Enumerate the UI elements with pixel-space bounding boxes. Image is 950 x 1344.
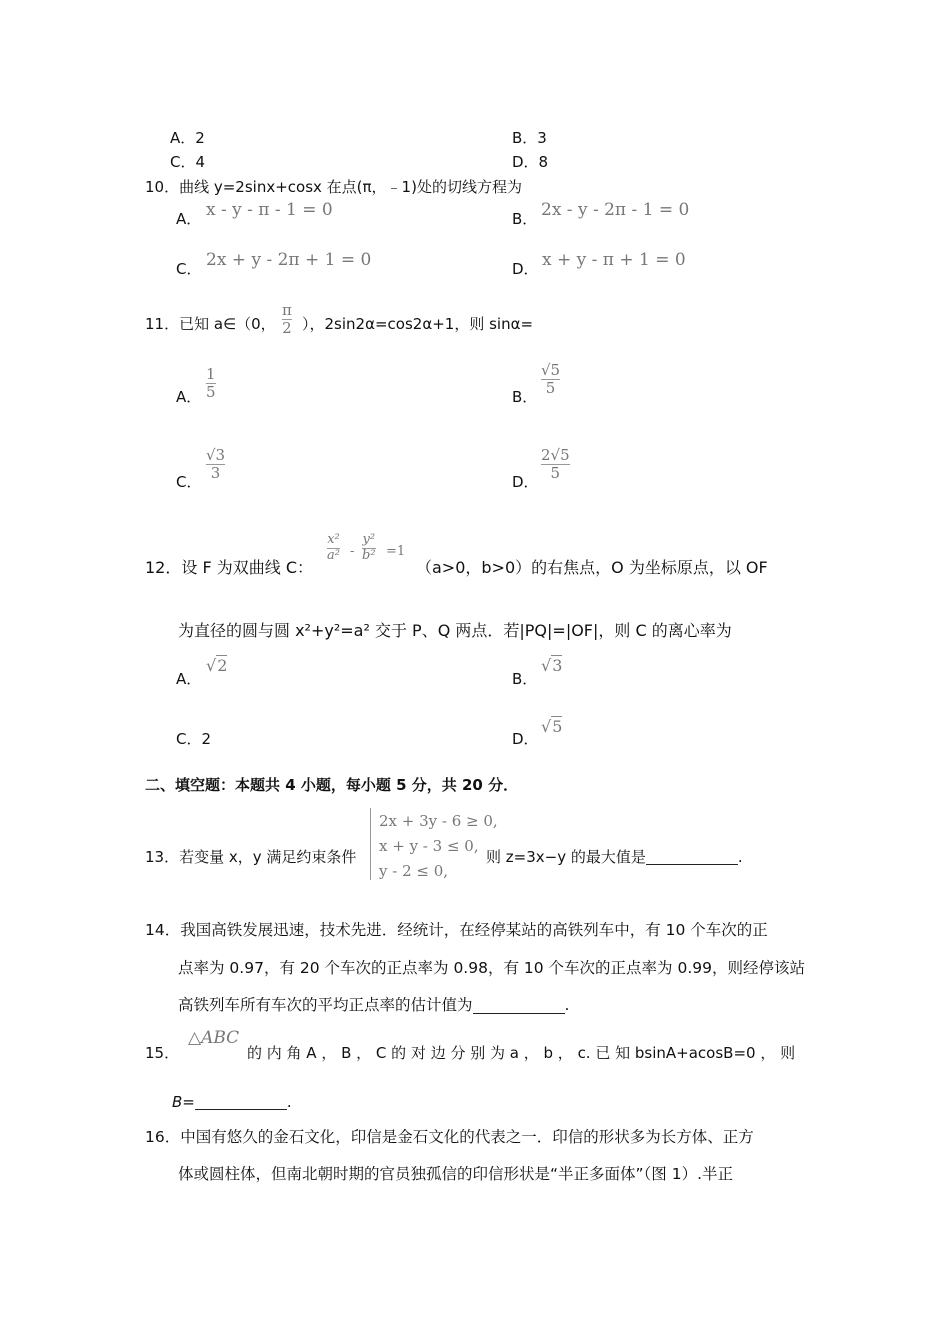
q10-a-label: A． bbox=[176, 210, 202, 228]
q10-option-c: 2x + y - 2π + 1 = 0 bbox=[206, 250, 372, 270]
q12-a-label: A． bbox=[176, 670, 202, 688]
q15-line2-text: B= bbox=[172, 1093, 195, 1111]
q14-line3 bbox=[178, 998, 569, 1014]
q13-tail bbox=[486, 850, 743, 865]
answer-blank[interactable] bbox=[195, 1095, 287, 1110]
fraction-numerator: π bbox=[282, 301, 292, 319]
q10-stem: 10．曲线 y=2sinx+cosx 在点(π，﹣1)处的切线方程为 bbox=[145, 178, 522, 196]
q12-stem-post: （a>0，b>0）的右焦点，O 为坐标原点，以 OF bbox=[416, 558, 768, 577]
fraction-denominator: 5 bbox=[545, 379, 556, 398]
q12-eq-minus: - bbox=[350, 544, 355, 559]
q10-d-label: D． bbox=[512, 260, 539, 278]
q13-stem: 13．若变量 x，y 满足约束条件 bbox=[145, 848, 357, 866]
q15-triangle: △ABC bbox=[188, 1028, 240, 1048]
q16-line1: 16．中国有悠久的金石文化，印信是金石文化的代表之一．印信的形状多为长方体、正方 bbox=[145, 1128, 754, 1146]
q9-option-c: C．4 bbox=[170, 153, 206, 171]
fraction-denominator: 2 bbox=[282, 319, 292, 338]
fraction-numerator: √5 bbox=[541, 361, 561, 379]
q11-option-c bbox=[206, 447, 225, 483]
q12-d-label: D． bbox=[512, 730, 539, 748]
fraction-denominator: 3 bbox=[210, 464, 221, 483]
fraction-denominator: a² bbox=[327, 547, 340, 563]
q12-b-label: B． bbox=[512, 670, 538, 688]
q11-a-label: A． bbox=[176, 388, 202, 406]
period: . bbox=[737, 848, 743, 866]
period: . bbox=[286, 1093, 292, 1111]
period: . bbox=[564, 996, 570, 1014]
q10-option-a: x - y - π - 1 = 0 bbox=[206, 200, 333, 220]
q12-option-b: √3 bbox=[541, 656, 563, 675]
q14-line3-text: 高铁列车所有车次的平均正点率的估计值为 bbox=[178, 996, 473, 1014]
q14-line2: 点率为 0.97，有 20 个车次的正点率为 0.98，有 10 个车次的正点率为 0.99，则经停该站 bbox=[178, 959, 805, 977]
q9-option-b: B．3 bbox=[512, 129, 547, 147]
q11-stem-fraction bbox=[282, 302, 292, 338]
q12-option-d: √5 bbox=[541, 717, 563, 736]
q12-eq-x-term bbox=[327, 533, 340, 564]
q12-stem-line2: 为直径的圆与圆 x²+y²=a² 交于 P、Q 两点．若|PQ|=|OF|，则 C 的离心率为 bbox=[178, 621, 732, 640]
q15-number: 15． bbox=[145, 1044, 180, 1062]
q11-d-label: D． bbox=[512, 473, 539, 491]
fraction-denominator: 5 bbox=[550, 464, 561, 483]
q15-line2 bbox=[172, 1095, 292, 1110]
q12-stem-pre: 12．设 F 为双曲线 C： bbox=[145, 558, 313, 577]
q13-tail-text: 则 z=3x−y 的最大值是 bbox=[486, 848, 646, 866]
q11-option-b bbox=[541, 362, 560, 398]
q11-option-a bbox=[206, 366, 216, 402]
fraction-numerator: 1 bbox=[206, 365, 216, 383]
fraction-denominator: b² bbox=[362, 547, 376, 563]
fraction-denominator: 5 bbox=[206, 383, 216, 402]
fraction-numerator: y² bbox=[362, 532, 376, 547]
q10-option-b: 2x - y - 2π - 1 = 0 bbox=[541, 200, 690, 220]
q16-line2: 体或圆柱体，但南北朝时期的官员独孤信的印信形状是“半正多面体”（图 1）.半正 bbox=[178, 1165, 734, 1183]
q11-stem-post: ），2sin2α=cos2α+1，则 sinα= bbox=[302, 315, 534, 333]
answer-blank[interactable] bbox=[473, 999, 565, 1014]
q10-c-label: C． bbox=[176, 260, 202, 278]
q10-option-d: x + y - π + 1 = 0 bbox=[542, 250, 686, 270]
q14-line1: 14．我国高铁发展迅速，技术先进．经统计，在经停某站的高铁列车中，有 10 个车次的正 bbox=[145, 921, 768, 939]
fraction-numerator: √3 bbox=[206, 446, 226, 464]
q10-b-label: B． bbox=[512, 210, 538, 228]
answer-blank[interactable] bbox=[646, 850, 738, 865]
q12-eq-rhs: =1 bbox=[386, 544, 406, 559]
fraction-numerator: x² bbox=[327, 532, 340, 547]
q12-option-c: C．2 bbox=[176, 730, 212, 748]
q13-constraint-system bbox=[370, 808, 498, 880]
q11-option-d bbox=[541, 447, 570, 483]
constraint-1: 2x + 3y - 6 ≥ 0, bbox=[379, 812, 498, 830]
q12-eq-y-term bbox=[362, 533, 376, 564]
q11-b-label: B． bbox=[512, 388, 538, 406]
section-heading: 二、填空题：本题共 4 小题，每小题 5 分，共 20 分． bbox=[145, 776, 519, 794]
q15-line1: 的 内 角 A ， B ， C 的 对 边 分 别 为 a ， b ， c. 已 知 bsinA+acosB=0 ， 则 bbox=[247, 1044, 796, 1062]
radicand: 5 bbox=[552, 717, 563, 736]
q9-option-d: D．8 bbox=[512, 153, 549, 171]
q11-c-label: C． bbox=[176, 473, 202, 491]
q12-option-a: √2 bbox=[206, 656, 228, 675]
q11-stem-pre: 11．已知 a∈（0， bbox=[145, 315, 276, 333]
constraint-2: x + y - 3 ≤ 0, bbox=[379, 837, 479, 855]
radicand: 3 bbox=[552, 656, 563, 675]
constraint-3: y - 2 ≤ 0, bbox=[379, 862, 449, 880]
q9-option-a: A．2 bbox=[170, 129, 205, 147]
fraction-numerator: 2√5 bbox=[541, 446, 570, 464]
radicand: 2 bbox=[217, 656, 228, 675]
